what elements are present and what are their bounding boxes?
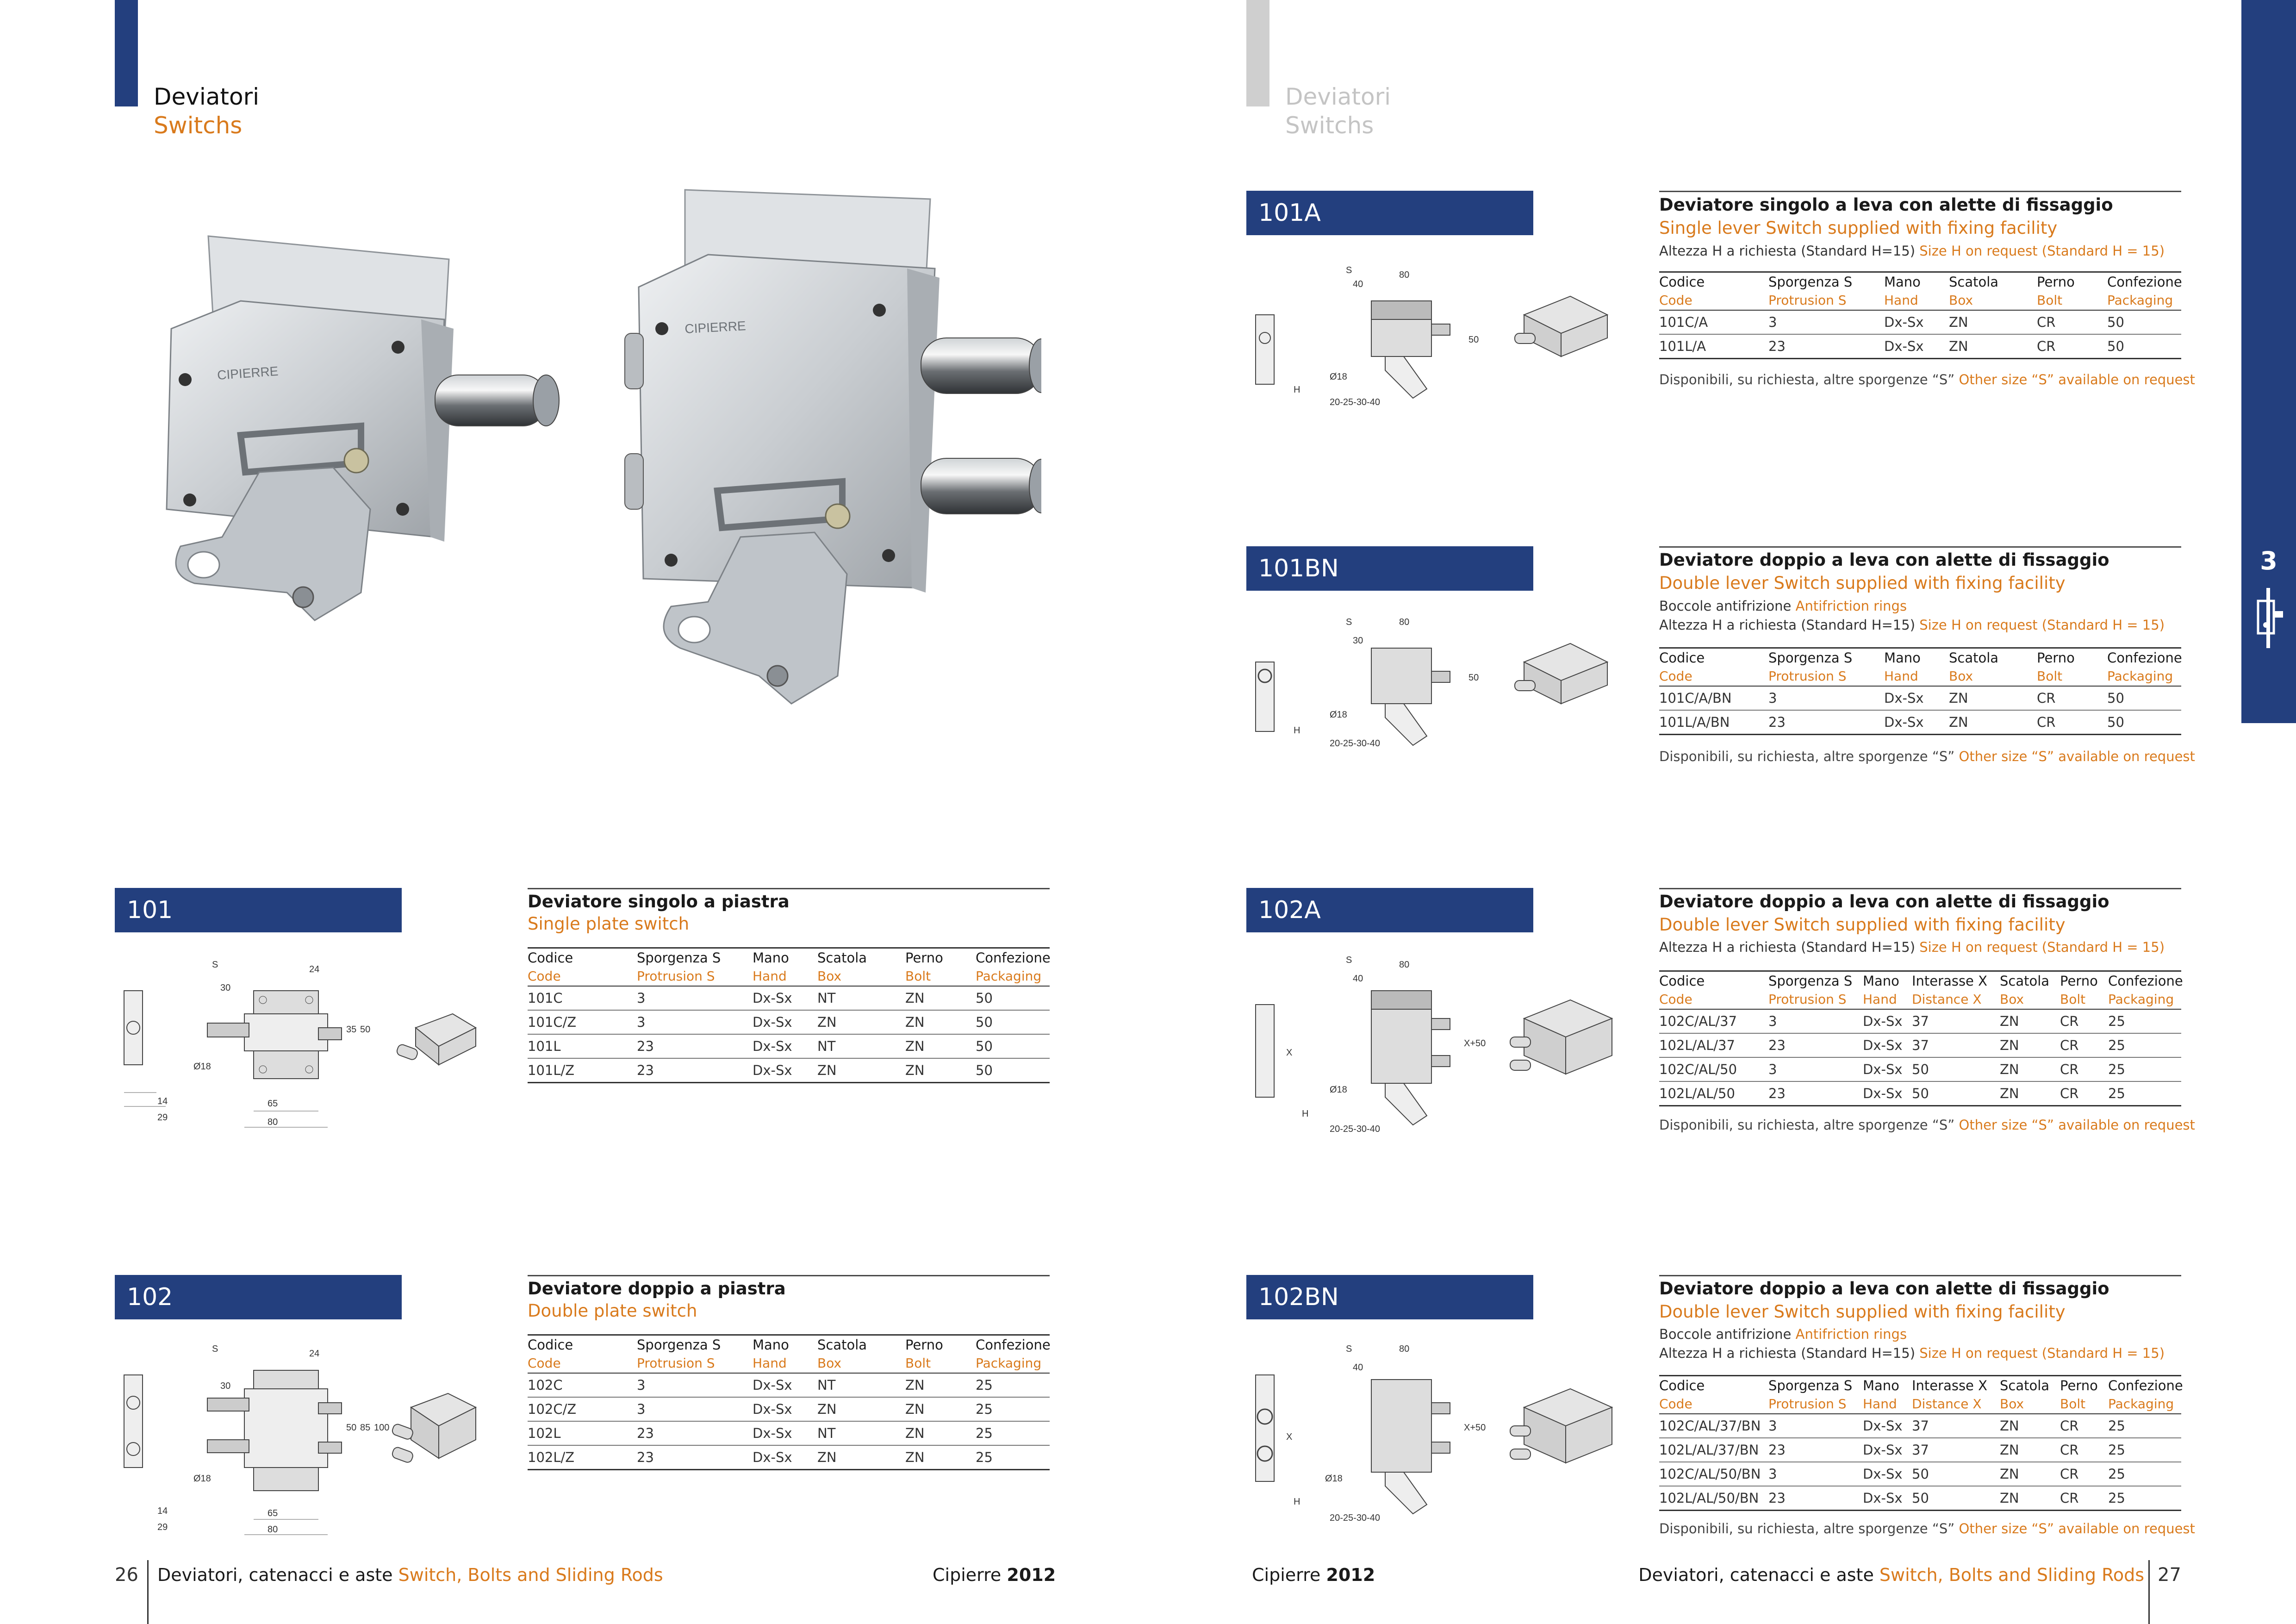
section-102A-title: Deviatore doppio a leva con alette di fissaggio [1659, 892, 2109, 912]
dim-S: S [1346, 955, 1352, 965]
dim-100: 100 [374, 1423, 390, 1433]
dim-range: 20-25-30-40 [1330, 738, 1380, 749]
section-102A-code: 102A [1246, 888, 1533, 932]
dim-29: 29 [157, 1112, 168, 1123]
section-101A-code: 101A [1246, 191, 1533, 235]
dim-80: 80 [1399, 617, 1410, 627]
section-102-title-en: Double plate switch [528, 1301, 697, 1321]
left-page-title: Deviatori [154, 83, 260, 110]
table-101A: Codice Code Sporgenza S Protrusion S Mano Hand Scatola Box Perno Bolt Confezione Packaging 101C/A 3 Dx-Sx ZN CR 50 101L/A 23 Dx-Sx ZN CR 50 [1659, 271, 2181, 359]
dim-S: S [212, 1344, 218, 1354]
dim-range: 20-25-30-40 [1330, 1124, 1380, 1134]
right-footer-divider [2148, 1560, 2150, 1624]
table-row: 102C/AL/50/BN 3 Dx-Sx 50 ZN CR 25 [1659, 1462, 2181, 1486]
right-footer-brand: Cipierre 2012 [1252, 1565, 1375, 1585]
dim-40: 40 [1353, 1362, 1363, 1373]
dim-d18: Ø18 [193, 1062, 211, 1072]
section-102A-height-note: Altezza H a richiesta (Standard H=15) Size H on request (Standard H = 15) [1659, 939, 2165, 955]
right-page-title: Deviatori [1285, 83, 1391, 110]
bolt-icon [2252, 588, 2285, 648]
dim-65: 65 [268, 1508, 278, 1518]
table-row: 102L/AL/37 23 Dx-Sx 37 ZN CR 25 [1659, 1033, 2181, 1057]
dim-85: 85 [360, 1423, 371, 1433]
drawing-102A [1246, 954, 1644, 1148]
table-row: 102C/Z 3 Dx-Sx ZN ZN 25 [528, 1397, 1050, 1421]
dim-d18: Ø18 [193, 1474, 211, 1484]
table-row: 102C/AL/50 3 Dx-Sx 50 ZN CR 25 [1659, 1057, 2181, 1081]
dim-H: H [1294, 385, 1300, 395]
section-102BN-availability-note: Disponibili, su richiesta, altre sporgenze “S” Other size “S” available on request [1659, 1521, 2195, 1537]
dim-40: 40 [1353, 974, 1363, 984]
chapter-number: 3 [2260, 546, 2277, 575]
section-102-rule [528, 1275, 1050, 1276]
dim-65: 65 [268, 1099, 278, 1109]
dim-d18: Ø18 [1330, 372, 1347, 382]
table-row: 101L/Z 23 Dx-Sx ZN ZN 50 [528, 1058, 1050, 1083]
table-row: 102L/AL/50 23 Dx-Sx 50 ZN CR 25 [1659, 1081, 2181, 1106]
left-page-subtitle: Switchs [154, 112, 243, 139]
table-row: 102L 23 Dx-Sx NT ZN 25 [528, 1421, 1050, 1445]
dim-50: 50 [346, 1423, 357, 1433]
table-102: Codice Code Sporgenza S Protrusion S Mano Hand Scatola Box Perno Bolt Confezione Packaging 102C 3 Dx-Sx NT ZN 25 102C/Z 3 Dx-Sx ZN ZN 25 102L 23 Dx-Sx NT ZN 25 102L/Z 23 Dx-Sx ZN ZN 25 [528, 1334, 1050, 1470]
section-102BN-rings-note: Boccole antifrizione Antifriction rings [1659, 1326, 1907, 1342]
section-102A-rule [1659, 888, 2181, 889]
section-101-code: 101 [115, 888, 402, 932]
left-page-number: 26 [115, 1564, 138, 1586]
section-102BN-code: 102BN [1246, 1275, 1533, 1319]
table-101: Codice Code Sporgenza S Protrusion S Mano Hand Scatola Box Perno Bolt Confezione Packaging 101C 3 Dx-Sx NT ZN 50 101C/Z 3 Dx-Sx ZN ZN 50 101L 23 Dx-Sx NT ZN 50 101L/Z 23 Dx-Sx ZN ZN 50 [528, 947, 1050, 1083]
dim-d18: Ø18 [1325, 1474, 1343, 1484]
dim-H: H [1302, 1109, 1309, 1119]
section-101A-height-note: Altezza H a richiesta (Standard H=15) Size H on request (Standard H = 15) [1659, 243, 2165, 259]
right-header-bar [1246, 0, 1269, 106]
dim-14: 14 [157, 1506, 168, 1516]
left-header-bar [115, 0, 138, 106]
section-101A-availability-note: Disponibili, su richiesta, altre sporgenze “S” Other size “S” available on request [1659, 372, 2195, 387]
table-102A: Codice Code Sporgenza S Protrusion S Mano Hand Interasse X Distance X Scatola Box Perno Bolt Confezione Packaging 102C/AL/37 3 Dx-Sx 37 ZN CR 25 102L/AL/37 23 Dx-Sx 37 ZN CR 25 102C/AL/50 3 Dx-Sx 50 ZN CR 25 102L/AL/50 23 Dx-Sx 50 ZN CR 25 [1659, 970, 2181, 1106]
table-row: 102C/AL/37 3 Dx-Sx 37 ZN CR 25 [1659, 1009, 2181, 1033]
section-101-title-en: Single plate switch [528, 914, 690, 934]
section-101A-title-en: Single lever Switch supplied with fixing facility [1659, 218, 2058, 238]
section-102BN-title-en: Double lever Switch supplied with fixing facility [1659, 1302, 2066, 1322]
section-101-rule [528, 888, 1050, 889]
dim-H: H [1294, 1497, 1300, 1507]
table-row: 101C/A 3 Dx-Sx ZN CR 50 [1659, 310, 2181, 334]
table-102BN: Codice Code Sporgenza S Protrusion S Mano Hand Interasse X Distance X Scatola Box Perno Bolt Confezione Packaging 102C/AL/37/BN 3 Dx-Sx 37 ZN CR 25 102L/AL/37/BN 23 Dx-Sx 37 ZN CR 25 102C/AL/50/BN 3 Dx-Sx 50 ZN CR 25 102L/AL/50/BN 23 Dx-Sx 50 ZN CR 25 [1659, 1375, 2181, 1511]
section-101-title: Deviatore singolo a piastra [528, 892, 790, 912]
drawing-102BN [1246, 1343, 1644, 1537]
section-102BN-rule [1659, 1275, 2181, 1276]
left-footer-section: Deviatori, catenacci e aste Switch, Bolts and Sliding Rods [157, 1565, 663, 1585]
dim-14: 14 [157, 1096, 168, 1106]
section-102BN-title: Deviatore doppio a leva con alette di fissaggio [1659, 1279, 2109, 1299]
drawing-102 [115, 1338, 485, 1542]
dim-80: 80 [268, 1524, 278, 1535]
drawing-101BN [1246, 611, 1644, 764]
dim-80: 80 [268, 1117, 278, 1127]
brand-mark-double: CIPIERRE [684, 319, 747, 336]
dim-50: 50 [1468, 335, 1479, 345]
drawing-101 [115, 954, 485, 1139]
section-101BN-rule [1659, 546, 2181, 548]
left-footer-divider [147, 1560, 149, 1624]
left-footer-brand: Cipierre 2012 [933, 1565, 1056, 1585]
right-page-subtitle: Switchs [1285, 112, 1374, 139]
dim-29: 29 [157, 1522, 168, 1532]
right-page-number: 27 [2158, 1564, 2181, 1586]
section-101BN-height-note: Altezza H a richiesta (Standard H=15) Size H on request (Standard H = 15) [1659, 617, 2165, 633]
table-row: 101C 3 Dx-Sx NT ZN 50 [528, 986, 1050, 1010]
dim-H: H [1294, 725, 1300, 736]
table-row: 102C 3 Dx-Sx NT ZN 25 [528, 1373, 1050, 1397]
dim-24: 24 [309, 964, 320, 974]
dim-S: S [1346, 1344, 1352, 1354]
dim-50: 50 [360, 1024, 371, 1035]
dim-24: 24 [309, 1349, 320, 1359]
section-102-title: Deviatore doppio a piastra [528, 1279, 786, 1299]
dim-S: S [212, 960, 218, 970]
dim-range: 20-25-30-40 [1330, 1513, 1380, 1523]
product-photo [139, 176, 1041, 755]
dim-d18: Ø18 [1330, 710, 1347, 720]
section-101BN-title: Deviatore doppio a leva con alette di fissaggio [1659, 550, 2109, 570]
table-row: 102L/Z 23 Dx-Sx ZN ZN 25 [528, 1445, 1050, 1470]
dim-30: 30 [1353, 636, 1363, 646]
section-101A-rule [1659, 191, 2181, 192]
section-101BN-availability-note: Disponibili, su richiesta, altre sporgenze “S” Other size “S” available on request [1659, 749, 2195, 764]
right-footer-section: Deviatori, catenacci e aste Switch, Bolts and Sliding Rods [1638, 1565, 2144, 1585]
dim-range: 20-25-30-40 [1330, 397, 1380, 407]
dim-40: 40 [1353, 279, 1363, 289]
section-101BN-code: 101BN [1246, 546, 1533, 591]
brand-mark-single: CIPIERRE [217, 363, 279, 382]
dim-80: 80 [1399, 270, 1410, 280]
section-102A-availability-note: Disponibili, su richiesta, altre sporgenze “S” Other size “S” available on request [1659, 1117, 2195, 1133]
dim-X50: X+50 [1464, 1423, 1486, 1433]
dim-S: S [1346, 617, 1352, 627]
section-101A-title: Deviatore singolo a leva con alette di fissaggio [1659, 195, 2113, 215]
dim-80: 80 [1399, 960, 1410, 970]
dim-30: 30 [220, 1381, 231, 1391]
section-102BN-height-note: Altezza H a richiesta (Standard H=15) Size H on request (Standard H = 15) [1659, 1345, 2165, 1361]
table-row: 101C/A/BN 3 Dx-Sx ZN CR 50 [1659, 686, 2181, 710]
drawing-101A [1246, 264, 1644, 417]
section-101BN-rings-note: Boccole antifrizione Antifriction rings [1659, 598, 1907, 614]
table-row: 102L/AL/37/BN 23 Dx-Sx 37 ZN CR 25 [1659, 1438, 2181, 1462]
dim-X: X [1286, 1432, 1293, 1442]
table-row: 102C/AL/37/BN 3 Dx-Sx 37 ZN CR 25 [1659, 1414, 2181, 1438]
table-row: 101L 23 Dx-Sx NT ZN 50 [528, 1034, 1050, 1058]
chapter-tab[interactable] [2241, 0, 2296, 723]
dim-X: X [1286, 1048, 1293, 1058]
table-101BN: Codice Code Sporgenza S Protrusion S Mano Hand Scatola Box Perno Bolt Confezione Packaging 101C/A/BN 3 Dx-Sx ZN CR 50 101L/A/BN 23 Dx-Sx ZN CR 50 [1659, 647, 2181, 735]
dim-X50: X+50 [1464, 1038, 1486, 1049]
dim-35: 35 [346, 1024, 357, 1035]
table-row: 101C/Z 3 Dx-Sx ZN ZN 50 [528, 1010, 1050, 1034]
dim-80: 80 [1399, 1344, 1410, 1354]
section-102A-title-en: Double lever Switch supplied with fixing facility [1659, 915, 2066, 935]
dim-50: 50 [1468, 673, 1479, 683]
table-row: 102L/AL/50/BN 23 Dx-Sx 50 ZN CR 25 [1659, 1486, 2181, 1511]
section-101BN-title-en: Double lever Switch supplied with fixing facility [1659, 573, 2066, 593]
dim-d18: Ø18 [1330, 1085, 1347, 1095]
table-row: 101L/A 23 Dx-Sx ZN CR 50 [1659, 334, 2181, 359]
dim-30: 30 [220, 983, 231, 993]
table-row: 101L/A/BN 23 Dx-Sx ZN CR 50 [1659, 710, 2181, 735]
dim-S: S [1346, 265, 1352, 275]
section-102-code: 102 [115, 1275, 402, 1319]
